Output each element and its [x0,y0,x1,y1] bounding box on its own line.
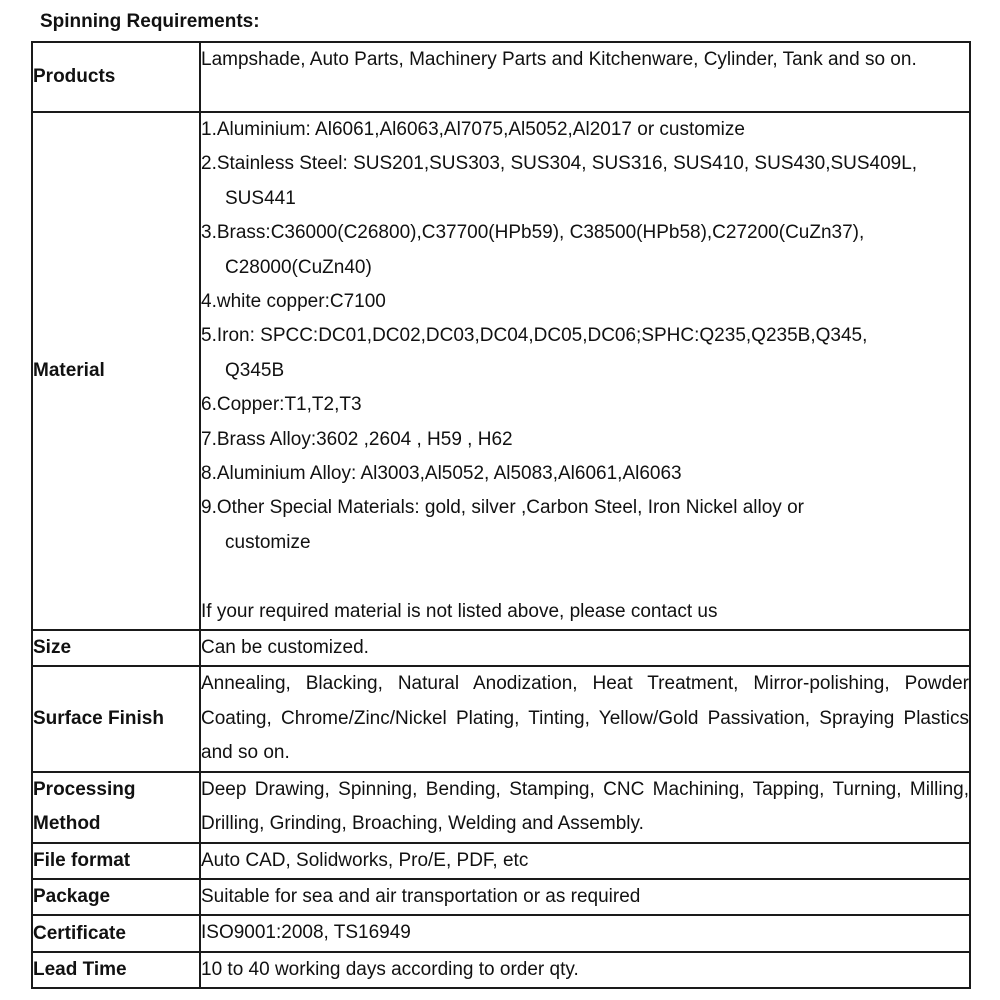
processing-method-value: Deep Drawing, Spinning, Bending, Stamping, CNC Machining, Tapping, Turning, Milling, Drilling, Grinding, Broaching, Welding and Assembly. [200,772,970,843]
material-line: 9.Other Special Materials: gold, silver ,Carbon Steel, Iron Nickel alloy or [201,497,804,519]
lead-time-label: Lead Time [32,952,200,988]
page-title: Spinning Requirements: [40,11,260,32]
material-value [200,112,970,630]
material-contact-note: If your required material is not listed above, please contact us [201,600,718,622]
material-line: 7.Brass Alloy:3602 ,2604 , H59 , H62 [201,428,513,450]
material-line: SUS441 [225,187,296,209]
table-row-products [32,42,970,112]
material-line: 2.Stainless Steel: SUS201,SUS303, SUS304, SUS316, SUS410, SUS430,SUS409L, [201,153,918,175]
products-label: Products [32,42,200,112]
material-line: 5.Iron: SPCC:DC01,DC02,DC03,DC04,DC05,DC06;SPHC:Q235,Q235B,Q345, [201,325,868,347]
package-value: Suitable for sea and air transportation or as required [200,879,970,915]
table-row-size [32,630,970,666]
table-row-lead-time [32,952,970,988]
material-line: 6.Copper:T1,T2,T3 [201,394,362,416]
processing-method-label: Processing Method [32,772,200,843]
material-label: Material [32,112,200,630]
material-line: 1.Aluminium: Al6061,Al6063,Al7075,Al5052,Al2017 or customize [201,119,745,140]
material-line: C28000(CuZn40) [225,256,372,278]
file-format-value: Auto CAD, Solidworks, Pro/E, PDF, etc [200,843,970,879]
size-value: Can be customized. [200,630,970,666]
material-spacer [201,560,969,594]
certificate-value: ISO9001:2008, TS16949 [200,915,970,951]
table-row-file-format [32,843,970,879]
material-line: 3.Brass:C36000(C26800),C37700(HPb59), C38500(HPb58),C27200(CuZn37), [201,222,865,244]
table-row-surface-finish [32,666,970,771]
table-row-processing-method [32,772,970,843]
material-line: 4.white copper:C7100 [201,291,386,313]
package-label: Package [32,879,200,915]
certificate-label: Certificate [32,915,200,951]
surface-finish-value: Annealing, Blacking, Natural Anodization, Heat Treatment, Mirror-polishing, Powder Coating, Chrome/Zinc/Nickel Plating, Tinting, Yellow/Gold Passivation, Spraying Plastics and so on. [200,666,970,771]
material-line: Q345B [225,359,285,381]
lead-time-value: 10 to 40 working days according to order qty. [200,952,970,988]
size-label: Size [32,630,200,666]
table-row-material [32,112,970,630]
spinning-requirements-table [31,41,971,989]
table-row-package [32,879,970,915]
products-value: Lampshade, Auto Parts, Machinery Parts and Kitchenware, Cylinder, Tank and so on. [200,42,970,112]
surface-finish-label: Surface Finish [32,666,200,771]
material-line: 8.Aluminium Alloy: Al3003,Al5052, Al5083,Al6061,Al6063 [201,463,682,485]
file-format-label: File format [32,843,200,879]
material-line: customize [225,531,311,553]
table-row-certificate [32,915,970,951]
